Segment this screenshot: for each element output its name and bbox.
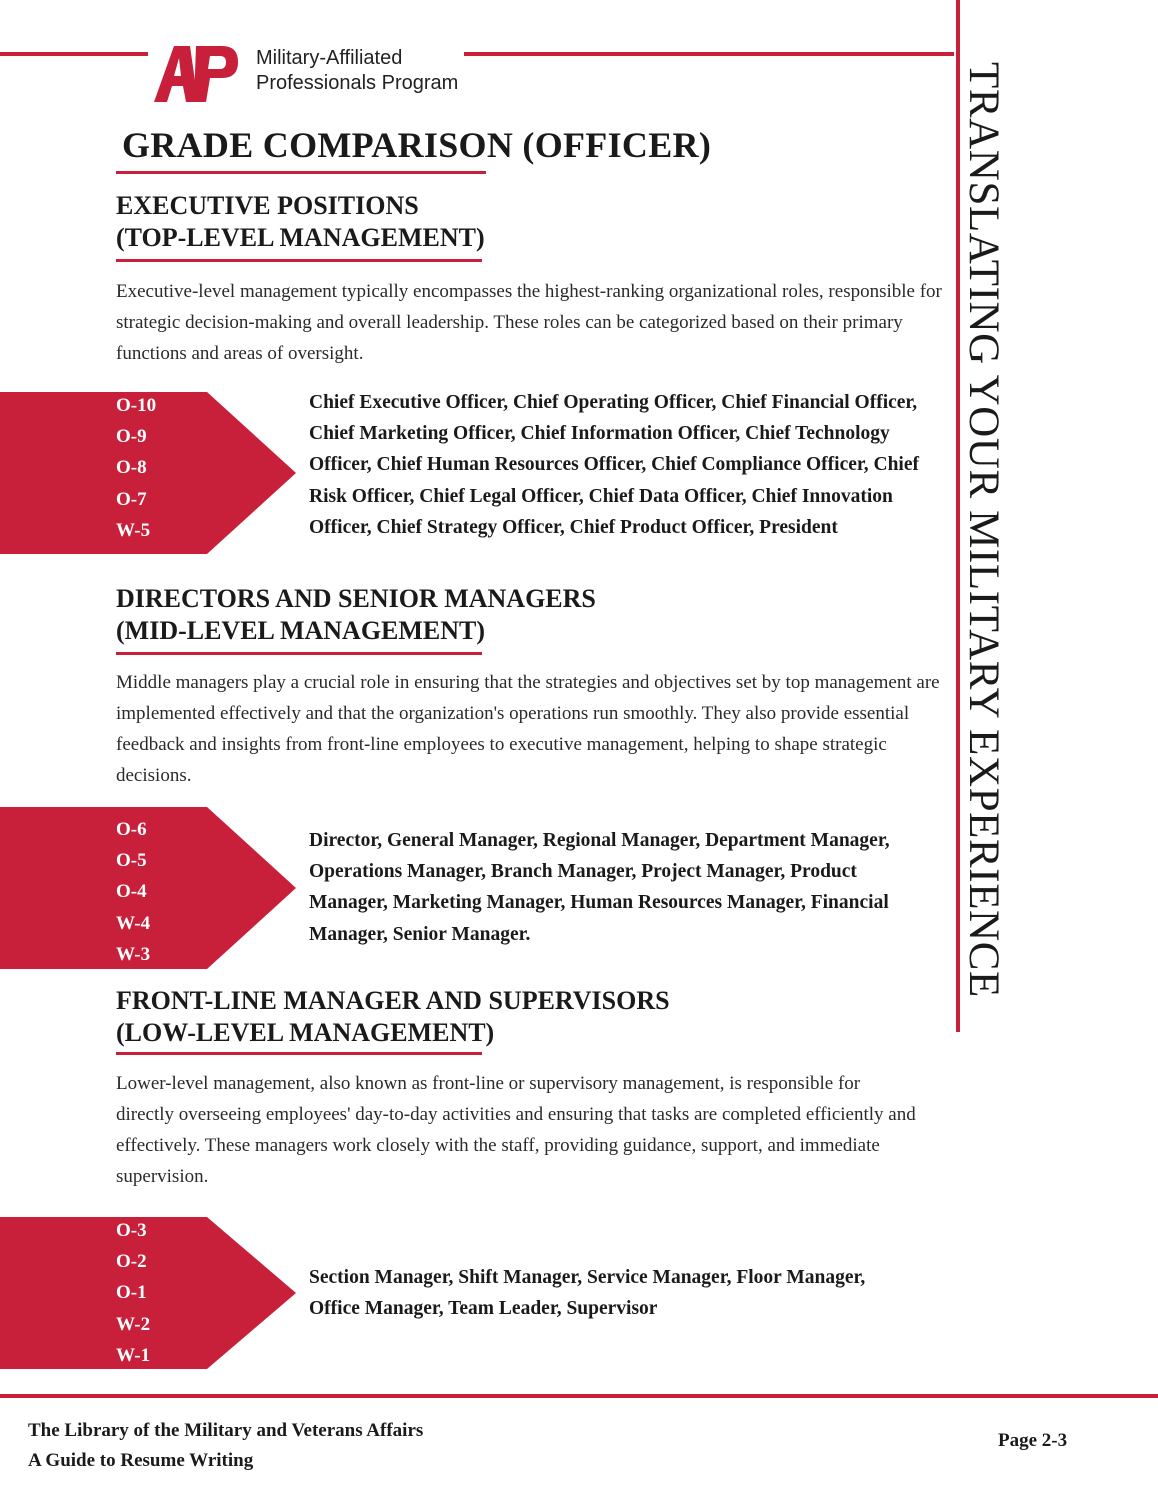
program-name bbox=[256, 46, 458, 96]
section-heading-line1: EXECUTIVE POSITIONS bbox=[116, 191, 419, 220]
section-heading-executive bbox=[116, 190, 485, 254]
page-title-underline bbox=[116, 171, 486, 174]
section-underline bbox=[116, 1052, 482, 1055]
grade-item: O-6 bbox=[116, 819, 147, 840]
role-list-executive: Chief Executive Officer, Chief Operating Officer, Chief Financial Officer, Chief Marketing Officer, Chief Information Officer, Chief Technology Officer, Chief Human Resources Officer, Chief Compliance Officer, Chief Risk Officer, Chief Legal Officer, Chief Data Officer, Chief Innovation Officer, Chief Strategy Officer, Chief Product Officer, President bbox=[309, 392, 919, 538]
grade-item: O-2 bbox=[116, 1251, 147, 1273]
page-number: Page 2-3 bbox=[998, 1430, 1068, 1451]
grade-item: O-3 bbox=[116, 1220, 147, 1241]
grade-item: O-7 bbox=[116, 488, 147, 510]
role-list-directors: Director, General Manager, Regional Manager, Department Manager, Operations Manager, Branch Manager, Project Manager, Product Manager, Marketing Manager, Human Resources Manager, Financial Manager, Senior Manager. bbox=[309, 830, 890, 945]
grade-item: O-5 bbox=[116, 850, 147, 872]
grade-item: O-9 bbox=[116, 426, 147, 448]
program-name-line2: Professionals Program bbox=[256, 72, 459, 94]
footer-library bbox=[28, 1416, 423, 1476]
section-description: Middle managers play a crucial role in ensuring that the strategies and objectives set by top management are implemented effectively and that the organization's operations run smoothly. They also provide essential feedback and insights from front-line employees to executive management, helping to shape strategic decisions. bbox=[116, 672, 940, 786]
section-heading-line1: FRONT-LINE MANAGER AND SUPERVISORS bbox=[116, 986, 670, 1015]
grade-item: W-2 bbox=[116, 1313, 151, 1335]
grade-item: W-5 bbox=[116, 519, 151, 541]
grade-list-directors bbox=[116, 814, 150, 970]
section-heading-line2: (TOP-LEVEL MANAGEMENT) bbox=[116, 223, 485, 252]
section-underline bbox=[116, 259, 482, 262]
section-heading-line2: (LOW-LEVEL MANAGEMENT) bbox=[116, 1018, 495, 1047]
section-heading-directors bbox=[116, 583, 596, 647]
grade-item: O-1 bbox=[116, 1282, 147, 1304]
section-description: Lower-level management, also known as front-line or supervisory management, is responsible for directly overseeing employees' day-to-day activities and ensuring that tasks are completed efficiently and effectively. These managers work closely with the staff, providing guidance, support, and immediate supervision. bbox=[116, 1073, 916, 1187]
footer-rule bbox=[0, 1394, 1158, 1398]
grade-item: O-4 bbox=[116, 881, 147, 903]
grade-item: W-4 bbox=[116, 912, 151, 934]
grade-item: O-8 bbox=[116, 457, 147, 479]
footer-line1: The Library of the Military and Veterans Affairs bbox=[28, 1420, 424, 1441]
ap-logo bbox=[152, 42, 240, 104]
grade-item: W-3 bbox=[116, 943, 151, 965]
page-title: GRADE COMPARISON (OFFICER) bbox=[122, 125, 712, 165]
grade-list-front-line bbox=[116, 1215, 150, 1371]
side-title: TRANSLATING YOUR MILITARY EXPERIENCE bbox=[960, 62, 1007, 998]
section-heading-front-line bbox=[116, 985, 670, 1049]
grade-list-executive bbox=[116, 390, 156, 546]
section-heading-line2: (MID-LEVEL MANAGEMENT) bbox=[116, 616, 486, 645]
program-name-line1: Military-Affiliated bbox=[256, 47, 403, 69]
grade-item: W-1 bbox=[116, 1344, 151, 1366]
header-rule-left bbox=[0, 52, 148, 56]
role-list-front-line: Section Manager, Shift Manager, Service Manager, Floor Manager, Office Manager, Team Leader, Supervisor bbox=[309, 1267, 866, 1320]
section-heading-line1: DIRECTORS AND SENIOR MANAGERS bbox=[116, 584, 596, 613]
grade-item: O-10 bbox=[116, 395, 157, 416]
section-description: Executive-level management typically encompasses the highest-ranking organizational roles, responsible for strategic decision-making and overall leadership. These roles can be categorized based on their primary functions and areas of oversight. bbox=[116, 281, 942, 364]
footer-line2: A Guide to Resume Writing bbox=[28, 1450, 254, 1471]
header-rule-right bbox=[464, 52, 954, 56]
section-underline bbox=[116, 652, 482, 655]
ap-logo-icon bbox=[152, 42, 240, 104]
